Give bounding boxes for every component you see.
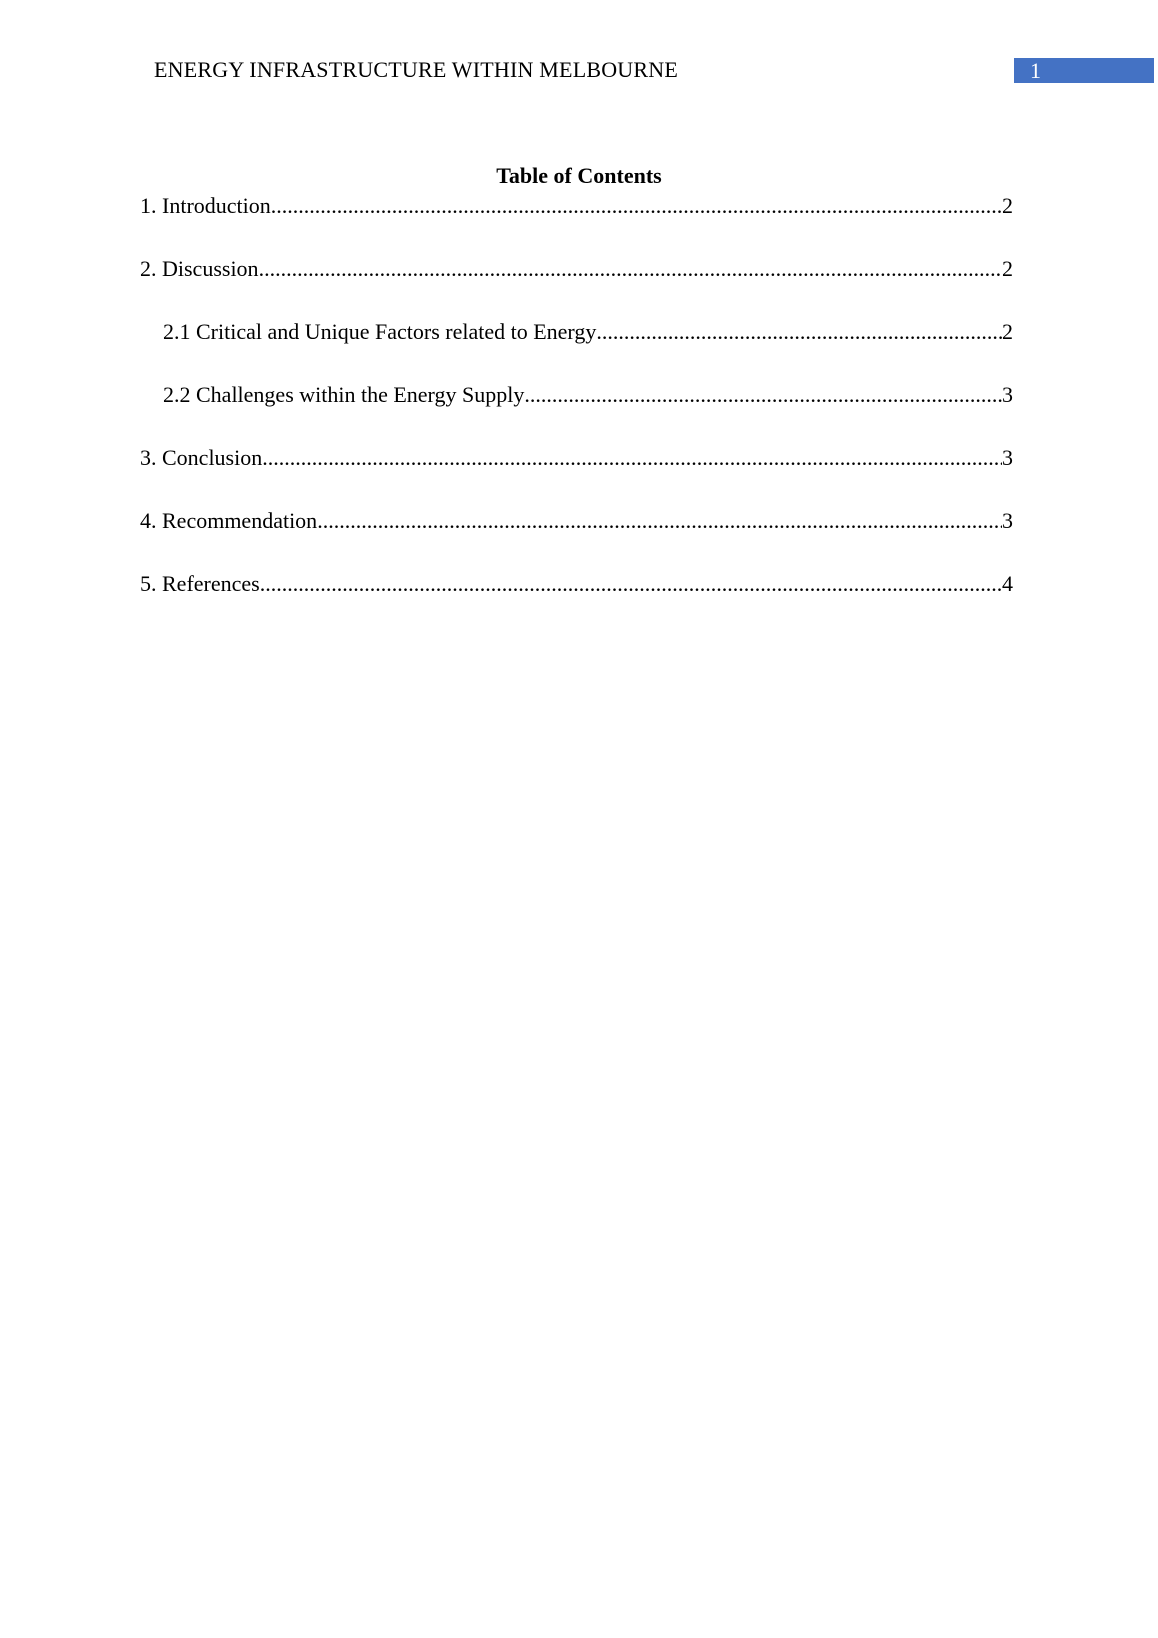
dot-leader <box>524 381 1002 409</box>
toc-entry-label: 3. Conclusion <box>140 445 263 470</box>
toc-entry-challenges[interactable] <box>140 381 1013 409</box>
toc-heading: Table of Contents <box>496 163 662 188</box>
toc-entry-label: 2. Discussion <box>140 256 259 281</box>
toc-entry-label: 5. References <box>140 571 260 596</box>
toc-entry-page: 3 <box>1002 382 1013 407</box>
toc-entry-page: 4 <box>1002 571 1013 596</box>
toc-entry-references[interactable] <box>140 570 1013 598</box>
dot-leader <box>262 444 1002 472</box>
page-number-badge <box>1014 58 1154 83</box>
toc-entry-page: 3 <box>1002 445 1013 470</box>
running-header-title: ENERGY INFRASTRUCTURE WITHIN MELBOURNE <box>154 57 678 82</box>
toc-entry-label: 2.1 Critical and Unique Factors related to Energy <box>163 319 597 344</box>
dot-leader <box>317 507 1002 535</box>
toc-entry-discussion[interactable] <box>140 255 1013 283</box>
toc-entry-page: 3 <box>1002 508 1013 533</box>
table-of-contents <box>140 192 1013 633</box>
dot-leader <box>259 255 1002 283</box>
dot-leader <box>260 570 1002 598</box>
toc-entry-introduction[interactable] <box>140 192 1013 220</box>
toc-entry-critical-factors[interactable] <box>140 318 1013 346</box>
toc-entry-conclusion[interactable] <box>140 444 1013 472</box>
dot-leader <box>271 192 1002 220</box>
dot-leader <box>596 318 1002 346</box>
page-number: 1 <box>1030 58 1041 83</box>
toc-entry-page: 2 <box>1002 256 1013 281</box>
toc-entry-recommendation[interactable] <box>140 507 1013 535</box>
toc-entry-page: 2 <box>1002 193 1013 218</box>
toc-entry-label: 4. Recommendation <box>140 508 318 533</box>
toc-entry-label: 2.2 Challenges within the Energy Supply <box>163 382 525 407</box>
toc-entry-label: 1. Introduction <box>140 193 271 218</box>
toc-entry-page: 2 <box>1002 319 1013 344</box>
